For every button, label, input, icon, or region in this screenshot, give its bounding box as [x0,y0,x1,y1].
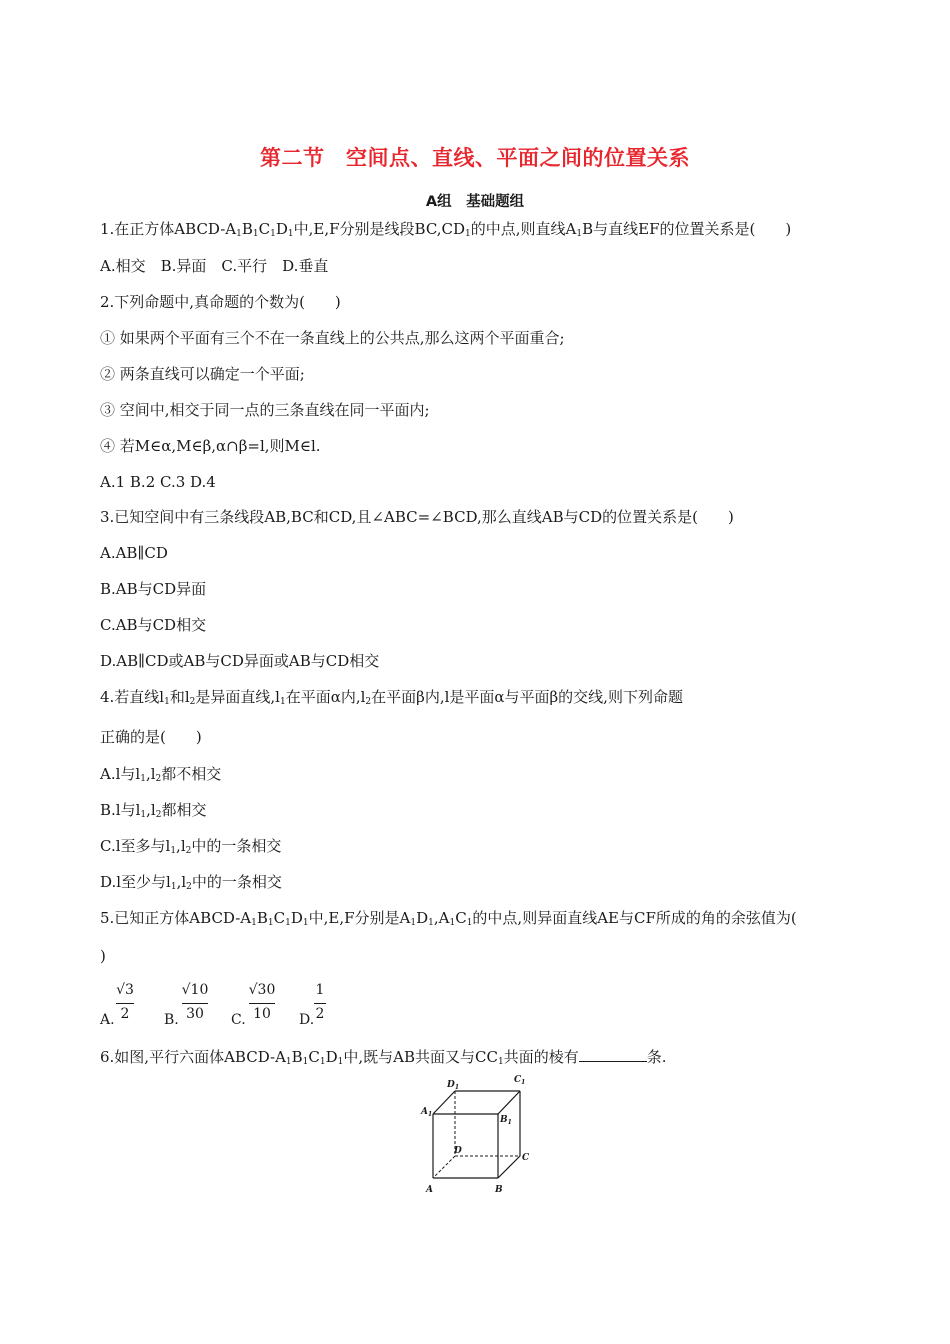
question-5-options [100,982,360,1030]
fraction-denominator: 2 [120,1006,130,1022]
question-1-stem: 1.在正方体ABCD-$A_1B_1C_1D_1$中,E,F分别是线段$BC,CD_1$的中点,则直线$A_1B$与直线EF的位置关系是( ) [100,220,792,239]
fraction-numerator: 1 [315,982,325,998]
vertex-label-c1: $C_1$ [514,1075,526,1086]
question-3-option-d: D.AB∥CD或AB与CD异面或AB与CD相交 [100,652,380,670]
fraction-denominator: 30 [186,1006,204,1022]
vertex-label-b1: $B_1$ [500,1115,512,1126]
page-title: 第二节 空间点、直线、平面之间的位置关系 [260,146,690,170]
fraction-bar [182,1003,208,1004]
question-5-stem: 5.已知正方体ABCD-$A_1B_1C_1D_1$中,E,F分别是$A_1D_1,A_1C_1$的中点,则异面直线AE与CF所成的角的余弦值为( [100,909,797,928]
vertex-label-a1: $A_1$ [421,1107,433,1118]
question-2-proposition-2: ② 两条直线可以确定一个平面; [100,365,305,383]
question-2-proposition-3: ③ 空间中,相交于同一点的三条直线在同一平面内; [100,401,430,419]
section-heading: A组 基础题组 [425,194,525,210]
question-1-options: A.相交 B.异面 C.平行 D.垂直 [100,257,329,275]
question-4-option-b: B.l与$l_1,l_2$都相交 [100,801,207,820]
answer-blank [579,1047,647,1062]
fraction-numerator: √30 [248,982,276,998]
question-3-option-c: C.AB与CD相交 [100,616,207,634]
fraction-bar [116,1003,134,1004]
question-3-option-b: B.AB与CD异面 [100,580,207,598]
vertex-label-d: D [454,1146,462,1156]
question-5-stem-continued: ) [100,947,106,965]
option-label: D. [299,1012,315,1028]
fraction-denominator: 10 [253,1006,271,1022]
question-4-option-d: D.l至少与$l_1,l_2$中的一条相交 [100,873,282,892]
fraction-bar [249,1003,275,1004]
vertex-label-a: A [426,1185,433,1195]
vertex-label-b: B [495,1185,503,1195]
option-label: A. [100,1012,115,1028]
fraction-bar [314,1003,326,1004]
question-2-proposition-4: ④ 若M∈α,M∈β,α∩β=l,则M∈l. [100,437,321,455]
question-3-stem: 3.已知空间中有三条线段AB,BC和CD,且∠ABC=∠BCD,那么直线AB与CD的位置关系是( ) [100,508,734,526]
question-4-stem-continued: 正确的是( ) [100,728,202,746]
option-label: C. [231,1012,246,1028]
question-4-option-a: A.l与$l_1,l_2$都不相交 [100,765,222,784]
question-2-options: A.1 B.2 C.3 D.4 [100,473,216,491]
question-6-stem: 6.如图,平行六面体ABCD-$A_1B_1C_1D_1$中,既与AB共面又与$CC_1$共面的棱有 条. [100,1048,667,1067]
question-3-option-a: A.AB∥CD [100,544,168,562]
question-2-proposition-1: ① 如果两个平面有三个不在一条直线上的公共点,那么这两个平面重合; [100,329,565,347]
vertex-label-c: C [522,1153,530,1163]
question-4-stem: 4.若直线$l_1$和$l_2$是异面直线$,l_1$在平面α内$,l_2$在平面β内,l是平面α与平面β的交线,则下列命题 [100,688,683,707]
fraction-denominator: 2 [315,1006,325,1022]
parallelepiped-figure [415,1072,535,1200]
question-2-stem: 2.下列命题中,真命题的个数为( ) [100,293,341,311]
fraction-numerator: √10 [181,982,209,998]
option-label: B. [164,1012,179,1028]
question-4-option-c: C.l至多与$l_1,l_2$中的一条相交 [100,837,282,856]
vertex-label-d1: $D_1$ [447,1080,459,1091]
fraction-numerator: √3 [116,982,134,998]
